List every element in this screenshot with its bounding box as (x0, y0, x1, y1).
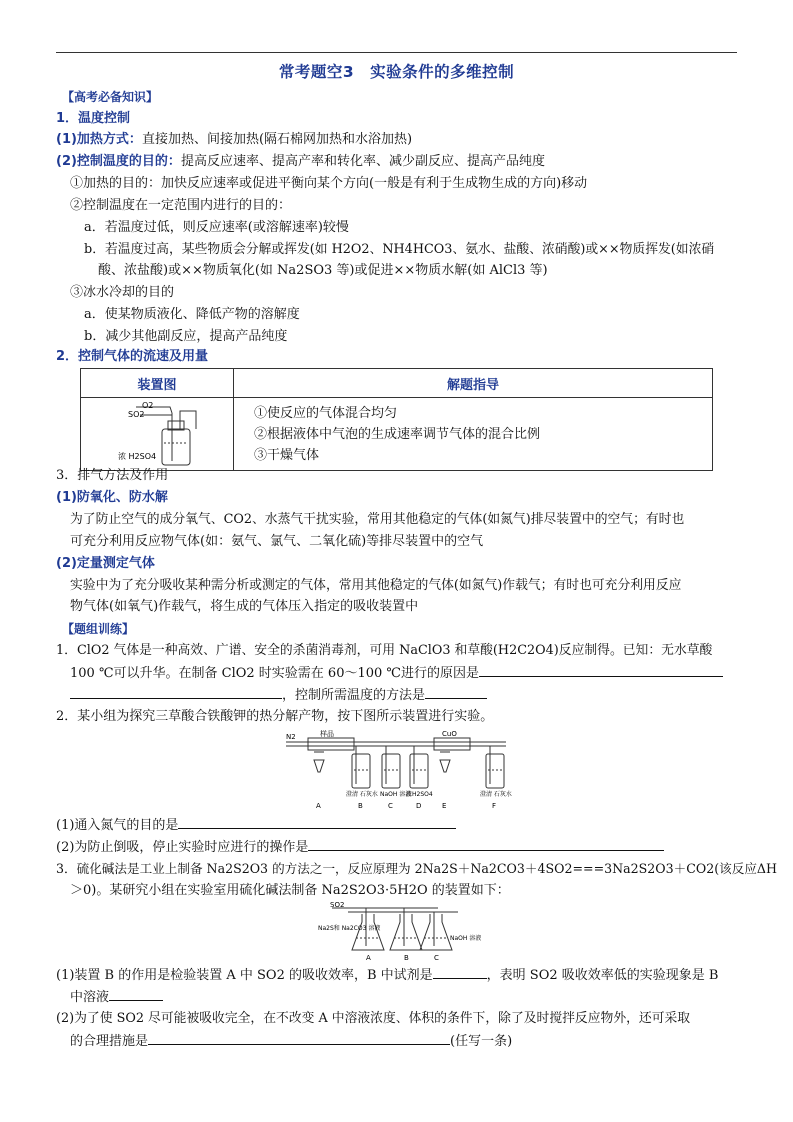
q3-answer-blank-2[interactable] (109, 988, 163, 1001)
q2-fig-letter-c: C (388, 802, 393, 810)
q2-fig-cuo: CuO (442, 730, 457, 738)
q3-sub1-line1 (56, 966, 718, 985)
fig-label-so2: SO2 (128, 410, 145, 419)
q1-line3 (70, 686, 487, 705)
s1-c2: ②控制温度在一定范围内进行的目的： (70, 198, 292, 213)
q2-fig-letter-d: D (416, 802, 422, 810)
q2-fig-letter-b: B (358, 802, 363, 810)
guide-2: ②根据液体中气泡的生成速率调节气体的混合比例 (254, 426, 541, 442)
q3-sub1-text-c: 中溶液 (70, 990, 110, 1005)
section3-heading: 3．排气方法及作用 (56, 468, 169, 483)
q1-line2-text: 100 ℃可以升华。在制备 ClO2 时实验需在 60～100 ℃进行的原因是 (70, 666, 479, 681)
q3-apparatus-figure (318, 900, 482, 962)
q1-line3-text: ，控制所需温度的方法是 (282, 688, 426, 703)
s1-c2a: a．若温度过低，则反应速率(或溶解速率)较慢 (84, 220, 349, 235)
q2-fig-letter-a: A (316, 802, 321, 810)
q2-sub1-text: (1)通入氮气的目的是 (56, 818, 179, 833)
section2-heading: 2．控制气体的流速及用量 (56, 349, 209, 364)
s1-c2b-line1: b．若温度过高，某些物质会分解或挥发(如 H2O2、NH4HCO3、氨水、盐酸、浓硝酸)或××物质挥发(如浓硝 (84, 242, 715, 257)
table-head-guide: 解题指导 (234, 369, 713, 398)
q3-fig-a-label: Na2S和 Na2CO3 溶液 (318, 925, 381, 932)
s1-p2 (56, 153, 545, 171)
q2-fig-sample: 样品 (320, 730, 334, 738)
q3-answer-blank-3[interactable] (148, 1032, 450, 1045)
s1-p1-label: (1)加热方式： (56, 132, 142, 147)
s1-c2b-line2: 酸、浓盐酸)或××物质氧化(如 Na2SO3 等)或促进××物质水解(如 AlCl3 等) (98, 263, 548, 278)
s1-c3a: a．使某物质液化、降低产物的溶解度 (84, 307, 300, 322)
q2-fig-f-label: 澄清 石灰水 (480, 791, 512, 798)
q3-sub1-text-a: (1)装置 B 的作用是检验装置 A 中 SO2 的吸收效率，B 中试剂是 (56, 968, 433, 983)
q3-sub1-line2 (70, 988, 163, 1007)
gas-washing-bottle-figure (82, 399, 232, 469)
q2-fig-n2: N2 (286, 733, 296, 741)
q1-line2 (70, 664, 723, 683)
q3-sub2-text-b: 的合理措施是 (70, 1034, 149, 1049)
q3-fig-c-label: NaOH 溶液 (450, 935, 482, 942)
q3-fig-letter-c: C (434, 954, 439, 962)
s1-p2-label: (2)控制温度的目的： (56, 154, 181, 169)
guide-cell (234, 398, 713, 471)
guide-3: ③干燥气体 (254, 447, 320, 463)
q1-answer-blank-2[interactable] (70, 686, 282, 699)
s3-p2-line2: 物气体(如氧气)作载气，将生成的气体压入指定的吸收装置中 (70, 599, 419, 614)
q3-sub1-text-b: ，表明 SO2 吸收效率低的实验现象是 B (486, 968, 719, 983)
q2-fig-d-label: 浓H2SO4 (406, 791, 433, 798)
q1-line1: 1．ClO2 气体是一种高效、广谱、安全的杀菌消毒剂，可用 NaClO3 和草酸(H2C2O4)反应制得。已知：无水草酸 (56, 643, 713, 658)
s1-c3b: b．减少其他副反应，提高产品纯度 (84, 329, 288, 344)
q2-sub1 (56, 816, 456, 835)
s1-c3: ③冰水冷却的目的 (70, 285, 175, 300)
q2-sub2-text: (2)为防止倒吸，停止实验时应进行的操作是 (56, 840, 309, 855)
fig-label-o2: O2 (142, 401, 154, 410)
q2-fig-letter-f: F (492, 802, 497, 810)
guide-1: ①使反应的气体混合均匀 (254, 405, 398, 421)
s1-p1-text: 直接加热、间接加热(隔石棉网加热和水浴加热) (141, 132, 413, 147)
s1-c1: ①加热的目的：加快反应速率或促进平衡向某个方向(一般是有利于生成物生成的方向)移动 (70, 176, 588, 191)
q3-line1: 3．硫化碱法是工业上制备 Na2S2O3 的方法之一，反应原理为 2Na2S＋Na2CO3＋4SO2===3Na2S2O3＋CO2(该反应ΔH (56, 861, 777, 876)
page-title: 常考题空3 实验条件的多维控制 (278, 63, 515, 81)
knowledge-tag: 【高考必备知识】 (62, 90, 159, 104)
q2-sub2 (56, 838, 664, 857)
q2-fig-c-label: NaOH 溶液 (380, 791, 412, 798)
fig-label-acid: 浓 H2SO4 (118, 452, 157, 461)
s3-p1-label: (1)防氧化、防水解 (56, 490, 168, 505)
gas-control-table (80, 368, 713, 471)
q3-fig-letter-a: A (366, 954, 371, 962)
s1-p2-text: 提高反应速率、提高产率和转化率、减少副反应、提高产品纯度 (180, 154, 545, 169)
s3-p1-line1: 为了防止空气的成分氧气、CO2、水蒸气干扰实验，常用其他稳定的气体(如氮气)排尽装置中的空气；有时也 (70, 512, 685, 527)
q3-sub2-line2 (70, 1032, 512, 1051)
top-rule (56, 52, 737, 53)
q2-line1: 2．某小组为探究三草酸合铁酸钾的热分解产物，按下图所示装置进行实验。 (56, 709, 494, 724)
q3-fig-so2: SO2 (330, 901, 345, 909)
q3-line2: ＞0)。某研究小组在实验室用硫化碱法制备 Na2S2O3·5H2O 的装置如下： (70, 883, 510, 898)
s3-p2-line1: 实验中为了充分吸收某种需分析或测定的气体，常用其他稳定的气体(如氮气)作载气；有时也可充分利用反应 (70, 578, 682, 593)
s3-p2-label: (2)定量测定气体 (56, 556, 155, 571)
s1-p1 (56, 131, 412, 149)
apparatus-figure-cell (81, 398, 234, 471)
table-head-apparatus: 装置图 (81, 369, 234, 398)
q2-fig-b-label: 澄清 石灰水 (346, 791, 378, 798)
q2-answer-blank-2[interactable] (308, 838, 664, 851)
q1-answer-blank-1[interactable] (479, 664, 723, 677)
section1-heading: 1．温度控制 (56, 111, 131, 126)
training-tag: 【题组训练】 (62, 622, 135, 636)
q3-answer-blank-1[interactable] (433, 966, 487, 979)
q1-answer-blank-3[interactable] (425, 686, 487, 699)
q2-answer-blank-1[interactable] (178, 816, 456, 829)
q3-sub2-line1: (2)为了使 SO2 尽可能被吸收完全，在不改变 A 中溶液浓度、体积的条件下，除了及时搅拌反应物外，还可采取 (56, 1011, 691, 1026)
q3-fig-letter-b: B (404, 954, 409, 962)
q3-sub2-text-c: (任写一条) (450, 1034, 513, 1049)
q2-apparatus-figure (284, 728, 510, 810)
q2-fig-letter-e: E (442, 802, 447, 810)
s3-p1-line2: 可充分利用反应物气体(如：氨气、氯气、二氧化硫)等排尽装置中的空气 (70, 534, 484, 549)
